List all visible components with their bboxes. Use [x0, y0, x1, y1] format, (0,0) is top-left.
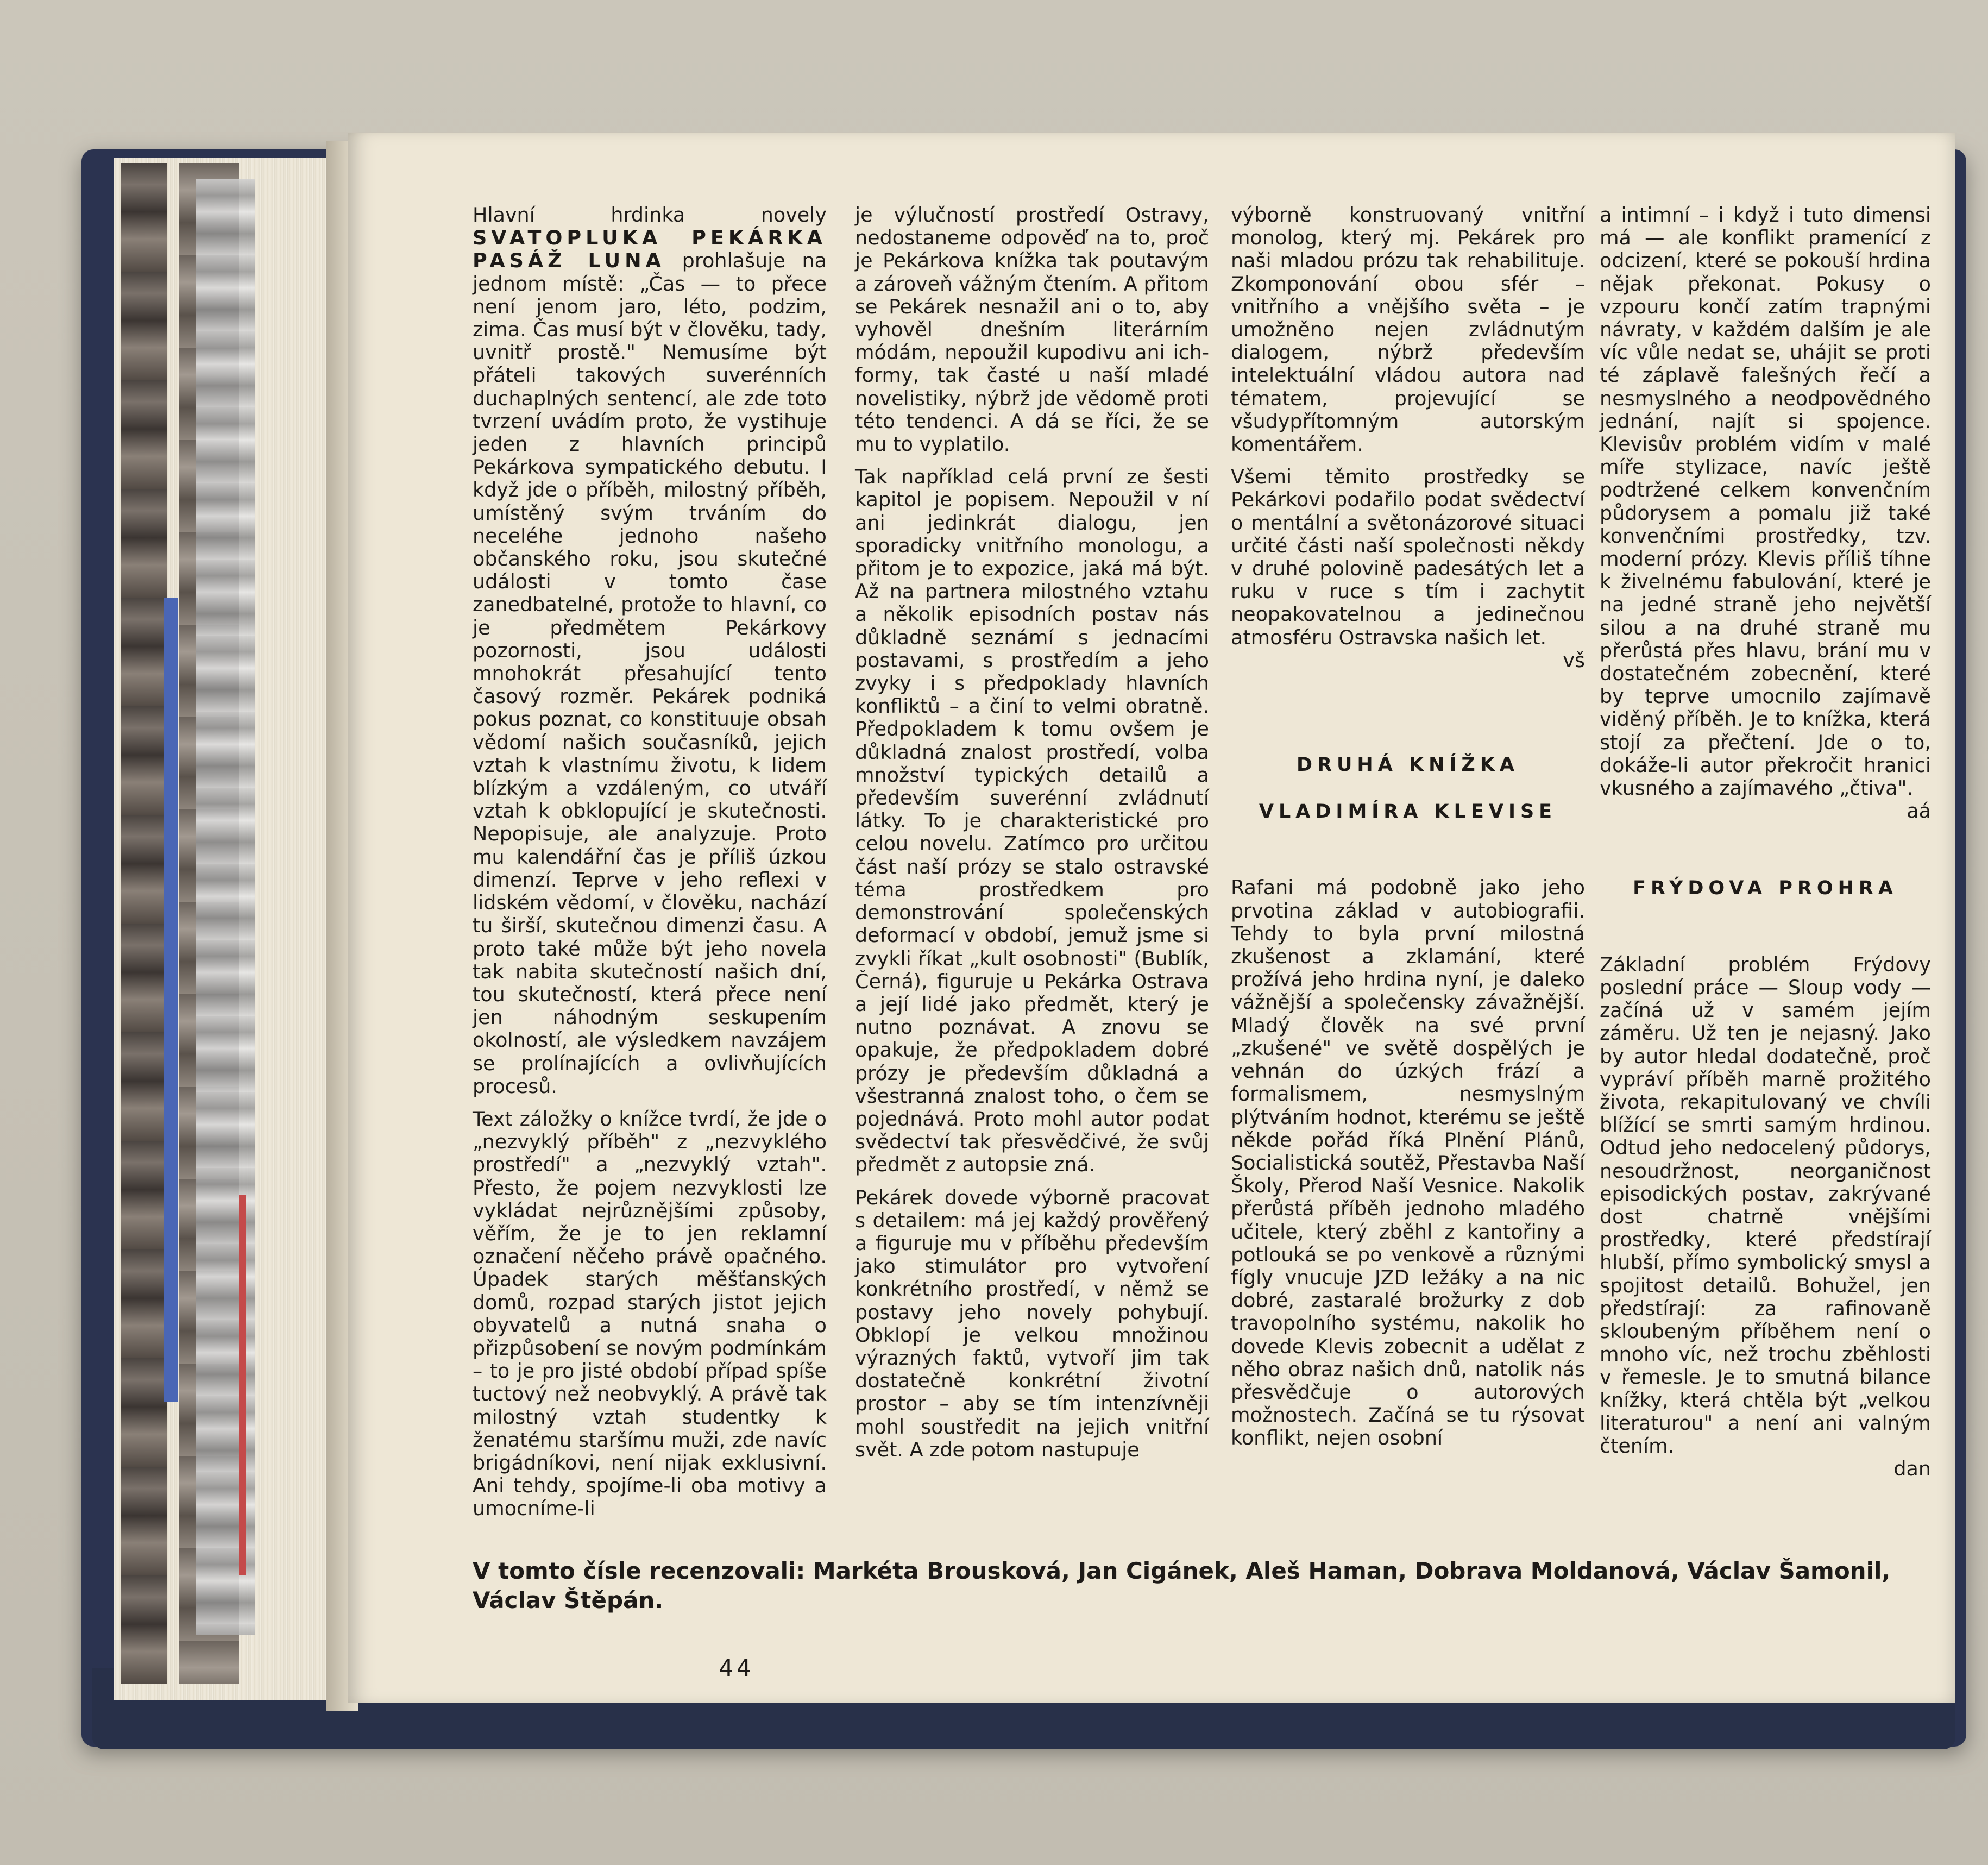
paragraph [473, 204, 827, 1098]
page-edge-photo [121, 163, 167, 1684]
author-signature: vš [1563, 648, 1585, 672]
paragraph: Rafani má podobně jako jeho prvotina základ v autobiografii. Tehdy to byla první milostná zkušenost a zklamání, které prožívá jeho hrdina nyní, je daleko vážnější a společensky závažnější. Mladý člověk na své první „zkušené" ve světě dospělých je vehnán do úzkých frází a formalismem, nesmyslným plýtváním hodnot, kterému se ještě někde pořád říká Plnění Plánů, Socialistická soutěž, Přestavba Naší Školy, Přerod Naší Vesnice. Nakolik přerůstá příběh jednoho mladého učitele, který zběhl z kantořiny a potlouká se po venkově a různými fígly vnucuje JZD ležáky a na nic dobré, zastaralé brožurky z dob travopolního systému, nakolik ho dovede Klevis zobecnit a udělat z něho obraz našich dnů, natolik nás přesvědčuje o autorových možnostech. Začíná se tu rýsovat konflikt, nejen osobní [1231, 876, 1585, 1450]
paragraph: je výlučností prostředí Ostravy, nedostaneme odpověď na to, proč je Pekárkova knížka tak poutavým a zároveň vážným čtením. A přitom se Pekárek nesnažil ani o to, aby vyhověl dnešním literárním módám, nepoužil kupodivu ani ich-formy, tak časté u naší mladé novelistiky, nýbrž jde vědomě proti této tendenci. A dá se říci, že se mu to vyplatilo. [855, 203, 1209, 456]
paragraph: Text záložky o knížce tvrdí, že jde o „nezvyklý příběh" z „nezvyklého prostředí" a „nezvyklý vztah". Přesto, že pojem nezvyklosti lze vykládat nejrůznějšími způsoby, věřím, že je to jen reklamní označení něčeho právě opačného. Úpadek starých měšťanských domů, rozpad starých jistot jejich obyvatelů a nutná snaha o přizpůsobení se novým podmínkám – to je pro jisté období případ spíše tuctový než neobvyklý. A právě tak milostný vztah studentky k ženatému staršímu muži, zde navíc brigádníkovi, není nijak exklusivní. Ani tehdy, spojíme-li oba motivy a umocníme-li [473, 1107, 827, 1521]
section-heading: DRUHÁ KNÍŽKA [1296, 754, 1519, 776]
paragraph [1231, 466, 1585, 672]
author-signature: dan [1893, 1457, 1931, 1481]
text-column-2 [855, 204, 1209, 1461]
page-number: 44 [719, 1654, 754, 1682]
section-heading: VLADIMÍRA KLEVISE [1259, 801, 1557, 823]
book-title-pasaz-luna: SVATOPLUKA PEKÁRKA PASÁŽ LUNA [473, 226, 827, 273]
author-signature: aá [1907, 799, 1931, 823]
page-edge-red [239, 1195, 246, 1575]
paragraph: Pekárek dovede výborně pracovat s detailem: má jej každý prověřený a figuruje mu v příběhu především jako stimulátor pro vytvoření konkrétního prostředí, v němž se postavy jeho novely pohybují. Obklopí je velkou množinou výrazných faktů, vytvoří jim tak dostatečně konkrétní životní prostor – aby se tím intenzívněji mohl soustředit na jejich vnitřní svět. A zde potom nastupuje [855, 1185, 1209, 1461]
text-column-1 [473, 204, 827, 1521]
section-heading: FRÝDOVA PROHRA [1633, 877, 1898, 900]
paragraph [1600, 204, 1931, 822]
paragraph: výborně konstruovaný vnitřní monolog, který mj. Pekárek pro naši mladou prózu tak rehabilituje. Zkomponování obou sfér – vnitřního a vnějšího světa – je umožněno nejen zvládnutým dialogem, nýbrž především intelektuální vládou autora nad tématem, projevující se všudypřítomným autorským komentářem. [1231, 203, 1585, 456]
text-column-3 [1231, 204, 1585, 1450]
magazine-page [348, 133, 1955, 1703]
reviewers-credits: V tomto čísle recenzovali: Markéta Brousková, Jan Cigánek, Aleš Haman, Dobrava Moldanová, Václav Šamonil, Václav Štěpán. [473, 1558, 1891, 1613]
text-column-4 [1600, 204, 1931, 1480]
paragraph-text: a intimní – i když i tuto dimensi má — ale konflikt pramenící z odcizení, které se pokouší hrdina nějak překonat. Pokusy o vzpouru končí zatím trapnými návraty, v každém dalším je ale víc vůle nedat se, uhájit se proti té záplavě falešných řečí a nesmyslného a neodpovědného jednání, najít si spojence. Klevisův problém vidím v malé míře stylizace, navíc ještě podtržené celkem konvenčním půdorysem a pomalu již také konvenčními prostředky, tzv. moderní prózy. Klevis příliš tíhne k živelnému fabulování, které je na jedné straně jeho největší silou a na druhé straně mu přerůstá přes hlavu, brání mu v dostatečném zobecnění, které by teprve umocnilo zajímavě viděný příběh. Je to knížka, která stojí za přečtení. Jde o to, dokáže-li autor překročit hranici vkusného a zajímavého „čtiva". [1600, 203, 1931, 800]
paragraph-text: Základní problém Frýdovy poslední práce — Sloup vody — začíná už v samém jejím záměru. Už ten je nejasný. Jako by autor hledal dodatečně, proč vypráví příběh marně prožitého života, rekapitulovaný ve chvíli blížící se smrti samým hrdinou. Odtud jeho nedocelený půdorys, nesoudržnost, neorganičnost episodických postav, zakrývané dost chatrně vnějšími prostředky, které předstírají hlubší, přímo symbolický smysl a spojitost detailů. Bohužel, jen předstírají: za rafinovaně skloubeným příběhem není o mnoho víc, než trochu zběhlosti v řemesle. Je to smutná bilance knížky, která chtěla být „velkou literaturou" a není ani valným čtením. [1600, 952, 1931, 1458]
paragraph [1600, 953, 1931, 1481]
paragraph: Tak například celá první ze šesti kapitol je popisem. Nepoužil v ní ani jedinkrát dialogu, jen sporadicky vnitřního monologu, a přitom je to expozice, jaká má být. Až na partnera milostného vztahu a několik episodních postav nás důkladně seznámí s jednacími postavami, s prostředím a jeho zvyky i s předpoklady hlavních konfliktů – a činí to velmi obratně. Předpokladem k tomu ovšem je důkladná znalost prostředí, volba množství typických detailů a především suverénní zvládnutí látky. To je charakteristické pro celou novelu. Zatímco pro určitou část naší prózy se stalo ostravské téma prostředkem pro demonstrování společenských deformací v období, jemuž jsme si zvykli říkat „kult osobnosti" (Bublík, Černá), figuruje u Pekárka Ostrava a její lidé jako předmět, který je nutno poznávat. A znovu se opakuje, že předpokladem dobré prózy je především důkladná a všestranná znalost toho, o čem se pojednává. Proto mohl autor podat svědectví tak přesvědčivé, že svůj předmět z autopsie zná. [855, 465, 1209, 1177]
page-edge-foil [196, 179, 255, 1635]
page-edge-blue [164, 598, 178, 1402]
paragraph-text: Všemi těmito prostředky se Pekárkovi podařilo podat svědectví o mentální a světonázorové situaci určité části naší společnosti někdy v druhé polovině padesátých let a ruku v ruce s tím i zachytit neopakovatelnou a jedinečnou atmosféru Ostravska našich let. [1231, 465, 1585, 649]
intro-text: Hlavní hrdinka novely [473, 203, 827, 227]
paragraph-text: prohlašuje na jednom místě: „Čas — to přece není jenom jaro, léto, podzim, zima. Čas musí být v člověku, tady, uvnitř prostě." Nemusíme být přáteli takových suverénních duchaplných sentencí, ale zde toto tvrzení uvádím proto, že vystihuje jeden z hlavních principů Pekárkova sympatického debutu. I když jde o příběh, milostný příběh, umístěný svým trváním do neceléhe jednoho našeho občanského roku, jsou skutečné události v tomto čase zanedbatelné, protože to hlavní, co je předmětem Pekárkovy pozornosti, jsou události mnohokrát přesahující tento časový rozměr. Pekárek podniká pokus poznat, co konstituuje obsah vědomí našich současníků, jejich vztah k vlastnímu životu, k lidem blízkým a vzdáleným, co utváří vztah k obklopující je skutečnosti. Nepopisuje, ale analyzuje. Proto mu kalendářní čas je příliš úzkou dimenzí. Teprve v jeho reflexi v lidském vědomí, v člověku, nachází tu širší, skutečnou dimenzi času. A proto také může být jeho novela tak nabita skutečností našich dní, tou skutečností, která přece není jen náhodným seskupením okolností, ale výsledkem navzájem se prolínajících a ovlivňujících procesů. [473, 249, 827, 1098]
